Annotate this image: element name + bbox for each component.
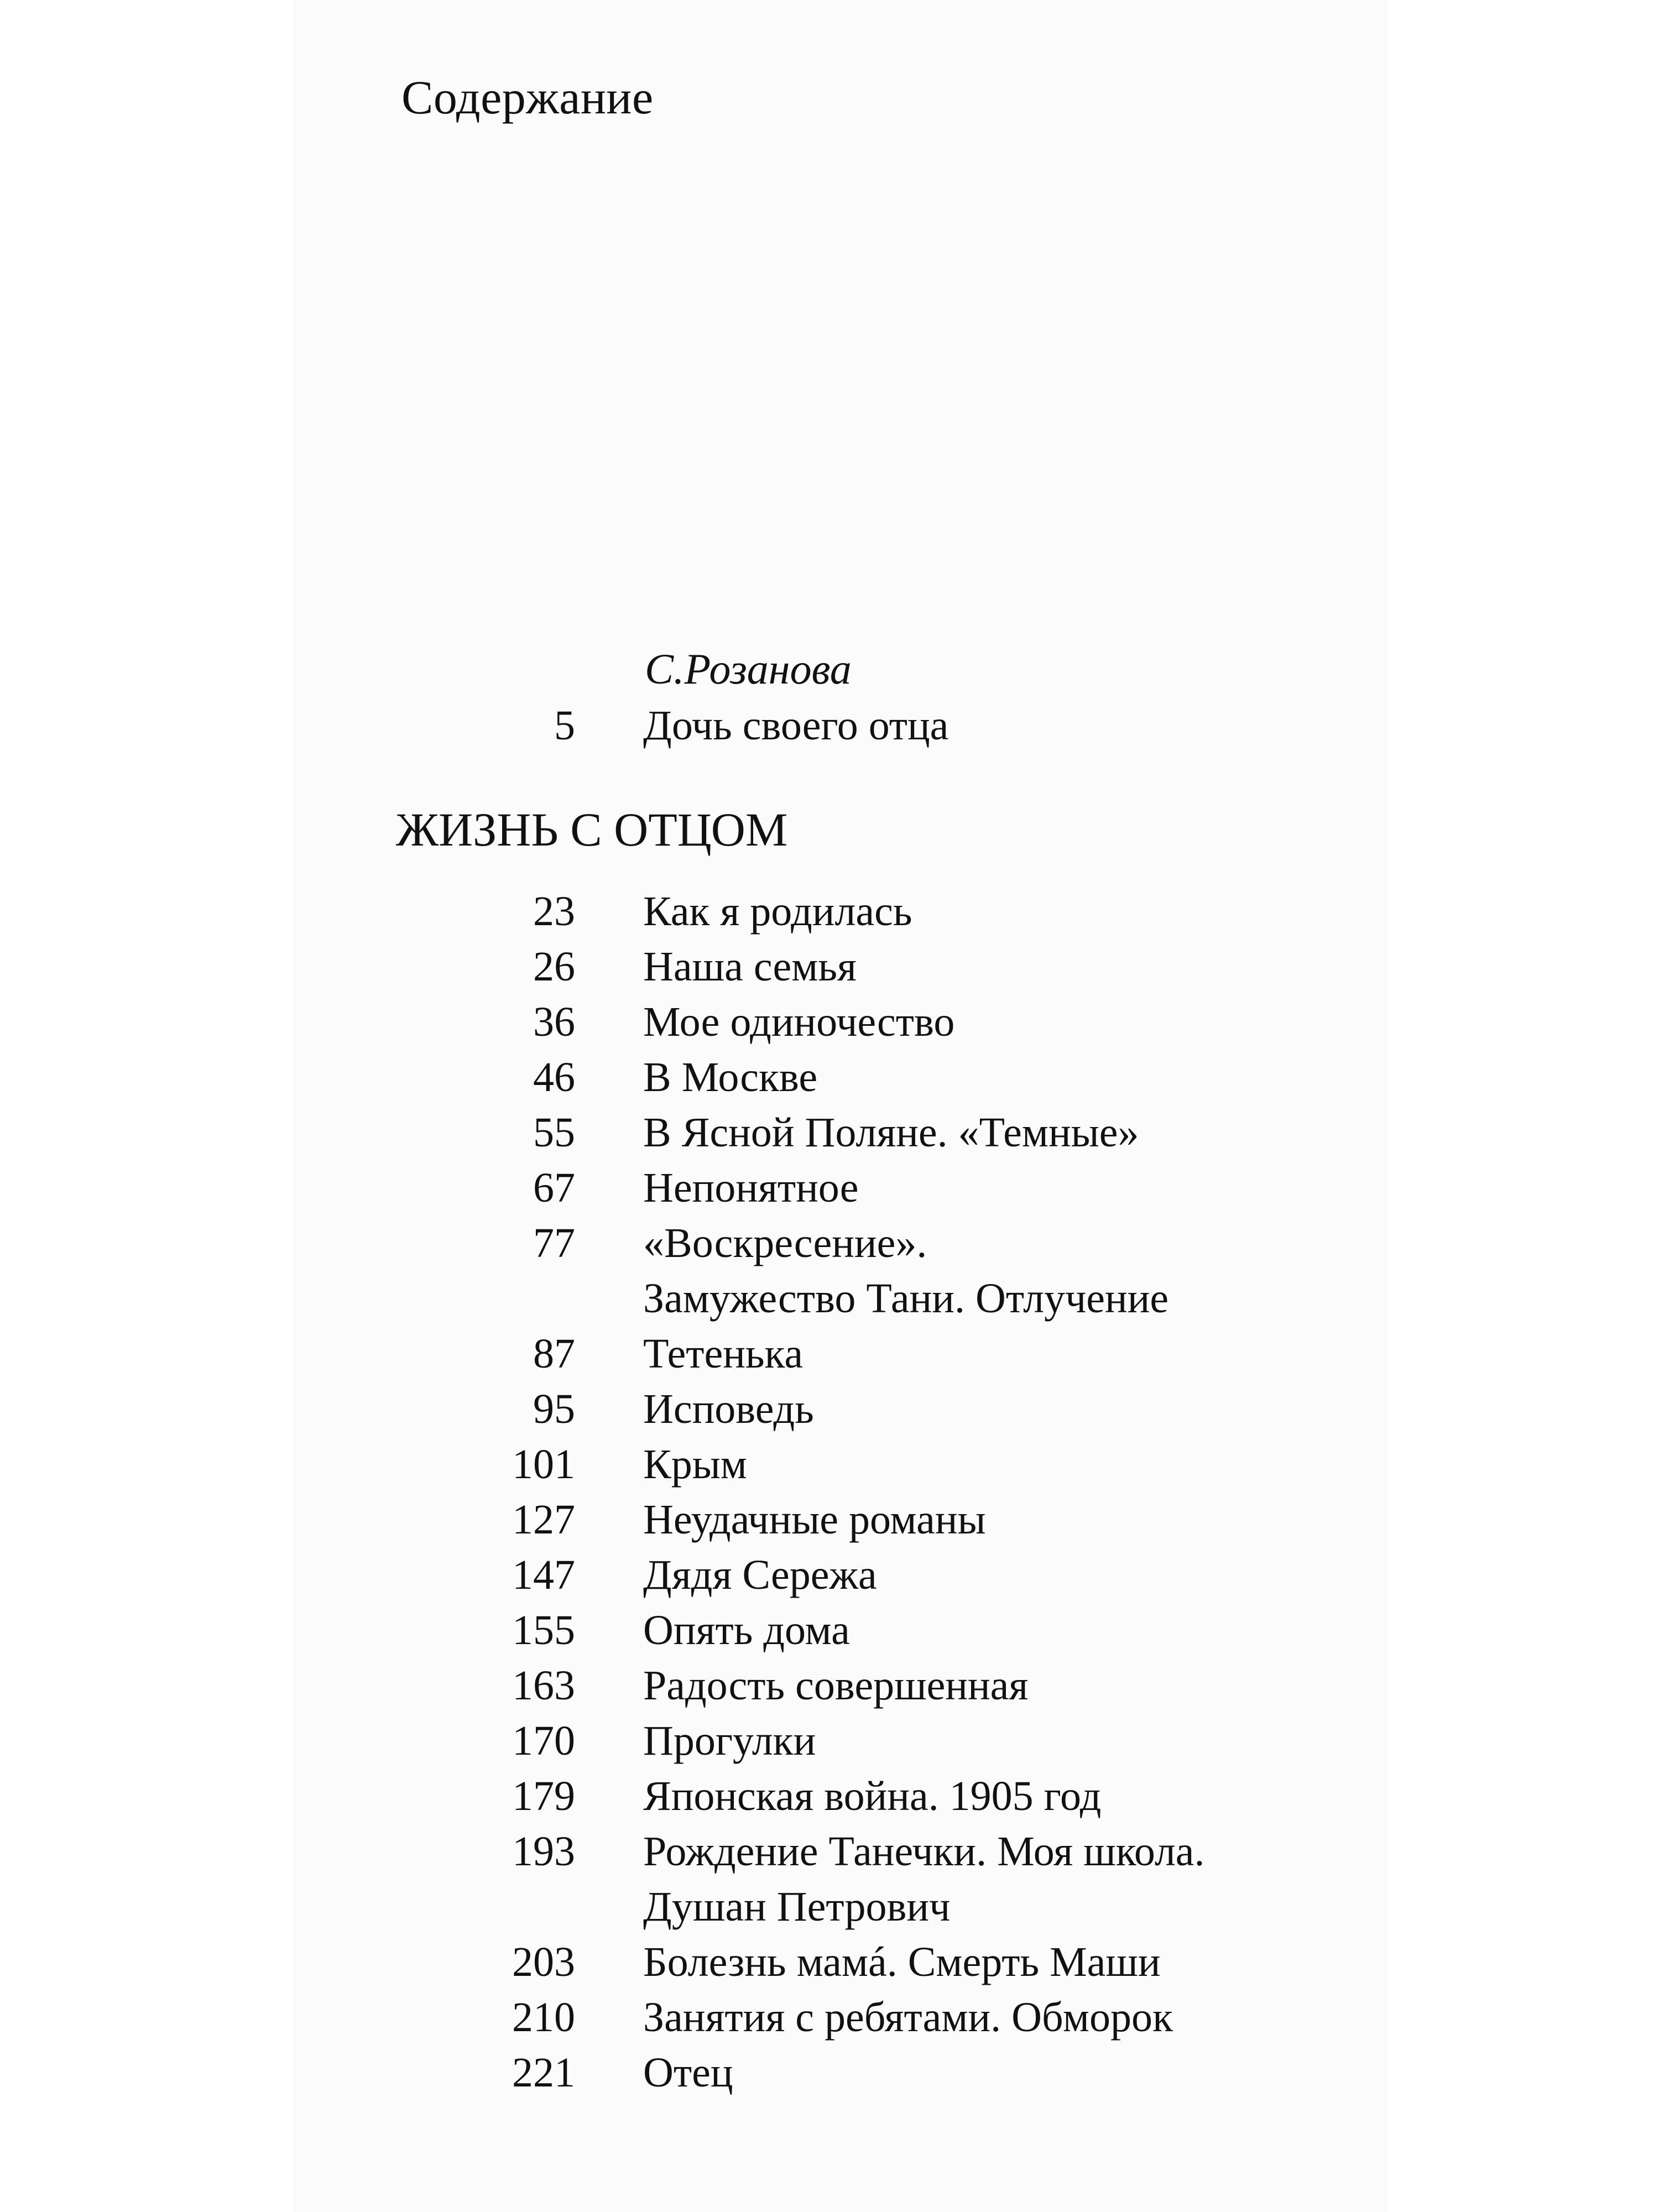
toc-entry xyxy=(0,1990,1659,2045)
toc-entry-title: Дядя Сережа xyxy=(643,1552,877,1598)
toc-entry xyxy=(0,2045,1659,2100)
toc-entry xyxy=(0,1271,1659,1326)
toc-entry-title: Как я родилась xyxy=(643,888,912,935)
toc-page-number: 170 xyxy=(512,1718,575,1764)
toc-page-number: 87 xyxy=(533,1331,575,1377)
toc-entry xyxy=(0,1879,1659,1934)
toc-entry-title: Тетенька xyxy=(643,1331,804,1377)
intro-page-number: 5 xyxy=(554,702,575,749)
section-title: ЖИЗНЬ С ОТЦОМ xyxy=(396,803,788,856)
toc-entry-title: Непонятное xyxy=(643,1165,859,1211)
toc-entry xyxy=(0,1547,1659,1603)
toc-entry xyxy=(0,1824,1659,1879)
toc-page-number: 26 xyxy=(533,943,575,990)
toc-entry xyxy=(0,1658,1659,1713)
toc-entry xyxy=(0,1160,1659,1215)
toc-entry xyxy=(0,1437,1659,1492)
toc-entry-title: Отец xyxy=(643,2049,733,2096)
toc-page-number: 179 xyxy=(512,1773,575,1819)
toc-entry xyxy=(0,939,1659,994)
toc-page-number: 67 xyxy=(533,1165,575,1211)
toc-page-number: 203 xyxy=(512,1939,575,1985)
toc-entry xyxy=(0,1934,1659,1990)
toc-entry-title: Прогулки xyxy=(643,1718,816,1764)
intro-author: С.Розанова xyxy=(645,645,852,693)
toc-page-number: 95 xyxy=(533,1386,575,1432)
toc-entry-title: Радость совершенная xyxy=(643,1662,1029,1709)
toc-page-number: 127 xyxy=(512,1496,575,1543)
toc-entry xyxy=(0,1713,1659,1768)
toc-page-number: 23 xyxy=(533,888,575,935)
toc-entry xyxy=(0,884,1659,939)
toc-entry-title: В Ясной Поляне. «Темные» xyxy=(643,1109,1139,1156)
toc-page-number: 101 xyxy=(512,1441,575,1488)
toc-page-number: 163 xyxy=(512,1662,575,1709)
toc-page-number: 210 xyxy=(512,1994,575,2041)
intro-entry xyxy=(0,698,1659,753)
toc-page-number: 77 xyxy=(533,1220,575,1266)
toc-entry-title: Опять дома xyxy=(643,1607,850,1653)
toc-entry xyxy=(0,1105,1659,1160)
toc-page-number: 155 xyxy=(512,1607,575,1653)
toc-entry xyxy=(0,1603,1659,1658)
toc-entry xyxy=(0,1492,1659,1547)
toc-page-number: 221 xyxy=(512,2049,575,2096)
toc-entry-title: Душан Петрович xyxy=(643,1884,951,1930)
toc-entry xyxy=(0,1381,1659,1437)
intro-title: Дочь своего отца xyxy=(643,702,949,749)
toc-entry xyxy=(0,1215,1659,1271)
toc-entry-title: «Воскресение». xyxy=(643,1220,927,1266)
toc-entry-title: Болезнь мамá. Смерть Маши xyxy=(643,1939,1161,1985)
toc-page-number: 46 xyxy=(533,1054,575,1100)
toc-page-number: 193 xyxy=(512,1828,575,1875)
toc-entry-title: Рождение Танечки. Моя школа. xyxy=(643,1828,1205,1875)
contents-heading: Содержание xyxy=(401,71,654,124)
toc-entry-title: Замужество Тани. Отлучение xyxy=(643,1275,1169,1322)
toc-entry-title: Мое одиночество xyxy=(643,999,955,1045)
toc-entry-title: Занятия с ребятами. Обморок xyxy=(643,1994,1173,2041)
toc-entry xyxy=(0,1326,1659,1381)
toc-page-number: 36 xyxy=(533,999,575,1045)
toc-page-number: 147 xyxy=(512,1552,575,1598)
toc-page-number: 55 xyxy=(533,1109,575,1156)
table-of-contents xyxy=(0,884,1659,2100)
toc-entry xyxy=(0,994,1659,1050)
toc-entry-title: В Москве xyxy=(643,1054,818,1100)
toc-entry xyxy=(0,1050,1659,1105)
toc-entry-title: Крым xyxy=(643,1441,747,1488)
toc-entry-title: Наша семья xyxy=(643,943,857,990)
toc-entry xyxy=(0,1768,1659,1824)
toc-entry-title: Неудачные романы xyxy=(643,1496,986,1543)
toc-entry-title: Исповедь xyxy=(643,1386,814,1432)
toc-entry-title: Японская война. 1905 год xyxy=(643,1773,1102,1819)
